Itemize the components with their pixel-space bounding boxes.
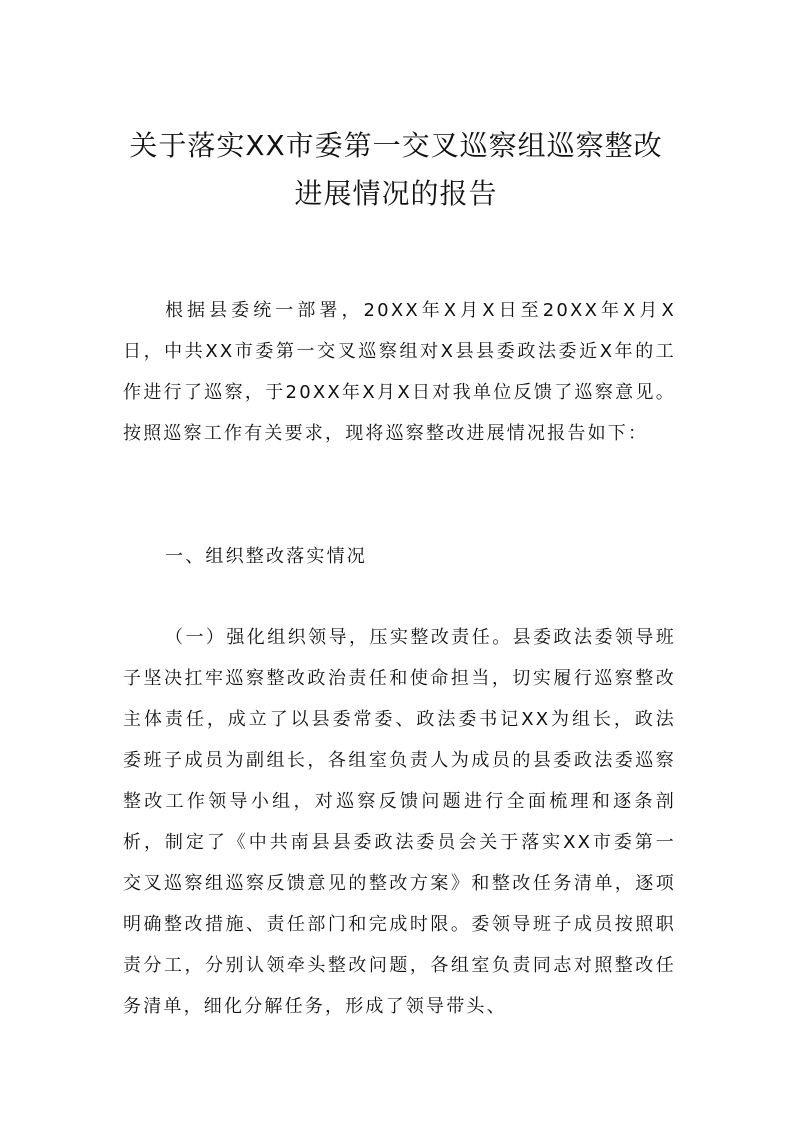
section-one-paragraph-block xyxy=(123,617,676,1027)
document-title xyxy=(96,122,696,218)
title-line-2: 进展情况的报告 xyxy=(294,177,498,210)
section-one-heading: 一、组织整改落实情况 xyxy=(165,546,367,567)
title-line-1: 关于落实XX市委第一交叉巡察组巡察整改 xyxy=(129,129,663,162)
intro-paragraph: 根据县委统一部署，20XX年X月X日至20XX年X月X日，中共XX市委第一交叉巡察组对X县县委政法委近X年的工作进行了巡察，于20XX年X月X日对我单位反馈了巡察意见。按照巡察工作有关要求，现将巡察整改进展情况报告如下： xyxy=(123,300,676,444)
intro-paragraph-block xyxy=(123,290,676,454)
section-one-paragraph: （一）强化组织领导，压实整改责任。县委政法委领导班子坚决扛牢巡察整改政治责任和使命担当，切实履行巡察整改主体责任，成立了以县委常委、政法委书记XX为组长，政法委班子成员为副组长，各组室负责人为成员的县委政法委巡察整改工作领导小组，对巡察反馈问题进行全面梳理和逐条剖析，制定了《中共南县县委政法委员会关于落实XX市委第一交叉巡察组巡察反馈意见的整改方案》和整改任务清单，逐项明确整改措施、责任部门和完成时限。委领导班子成员按照职责分工，分别认领牵头整改问题，各组室负责同志对照整改任务清单，细化分解任务，形成了领导带头、 xyxy=(123,627,676,1017)
section-one-heading-block xyxy=(123,536,676,577)
